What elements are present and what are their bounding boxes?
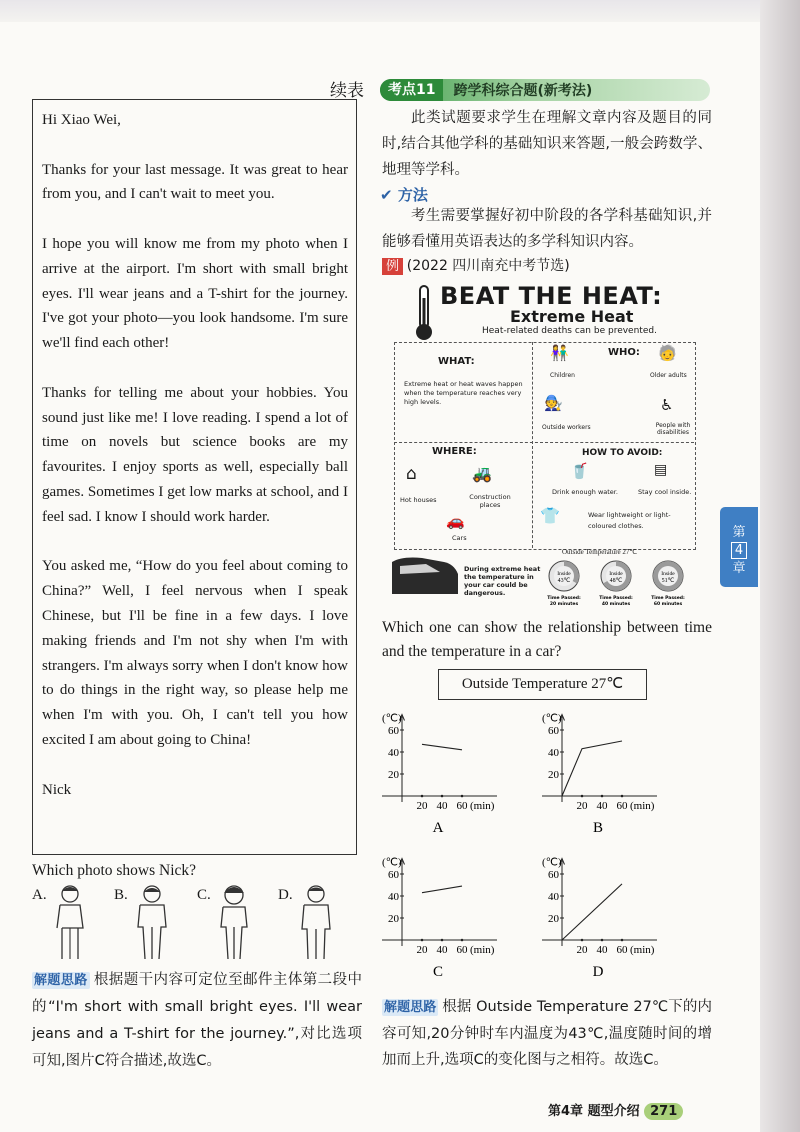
letter-paragraph-4: You asked me, “How do you feel about coming to China?” Well, I feel nervous when I speak Chinese, but I'll be fine in a few days. I love making friends and I'm not shy when I'm with strangers. I'm always sorry when I don't know how to do things in the right way, so please help me when I'm with you. Oh, I can't tell you how excited I am about going to China! <box>42 558 348 748</box>
who-item-outside-workers: Outside workers <box>542 424 591 431</box>
y-tick-label: 40 <box>388 891 399 903</box>
car-icon <box>392 554 460 602</box>
x-unit-label: (min) <box>630 944 655 956</box>
gauge-minutes-label: 40 minutes <box>601 602 631 607</box>
gauge-temp-label: 43℃ <box>557 578 571 584</box>
x-tick-label: 60 <box>456 800 468 812</box>
what-text: Extreme heat or heat waves happen when the temperature reaches very high levels. <box>404 380 523 406</box>
y-unit-label: (℃) <box>542 712 562 725</box>
person-d-icon <box>296 883 336 961</box>
ac-icon: ▤ <box>654 462 668 478</box>
tab-char-2: 4 <box>731 542 747 559</box>
gauge-minutes-label: 60 minutes <box>653 602 683 607</box>
poster-divider-v <box>532 342 533 548</box>
older-adult-icon: 🧓 <box>658 344 677 362</box>
children-icon: 👫 <box>550 344 569 362</box>
x-tick-label: 40 <box>436 800 448 812</box>
car-small-icon: 🚗 <box>446 512 465 530</box>
clothes-icon: 👕 <box>540 506 560 525</box>
continued-label: 续表 <box>330 81 364 100</box>
where-item-cars: Cars <box>452 534 467 542</box>
x-tick-label: 40 <box>596 800 608 812</box>
graph-a <box>382 713 497 837</box>
tab-char-3: 章 <box>732 561 746 576</box>
person-a-icon <box>50 883 90 961</box>
x-tick <box>461 795 464 798</box>
who-item-children: Children <box>550 372 575 379</box>
kaodian-title: 跨学科综合题(新考法) <box>453 83 593 99</box>
who-item-disabilities: People with disabilities <box>655 422 691 436</box>
footer-chapter: 第4章 <box>548 1104 584 1119</box>
graph-options <box>376 702 706 992</box>
x-tick <box>461 939 464 942</box>
y-tick-label: 60 <box>548 869 559 881</box>
what-label: WHAT: <box>438 356 475 367</box>
series-line-d <box>562 884 622 940</box>
graph-label-d: D <box>592 964 604 980</box>
analysis-2-tag: 解题思路 <box>384 1000 437 1015</box>
chapter-side-tab[interactable] <box>720 507 758 587</box>
example-source: (2022 四川南充中考节选) <box>406 258 570 274</box>
page-footer <box>548 1100 763 1122</box>
x-tick-label: 40 <box>436 944 448 956</box>
option-d-label: D. <box>278 887 293 903</box>
question-1: Which photo shows Nick? <box>32 862 197 879</box>
example-line <box>382 255 570 275</box>
y-tick-label: 20 <box>548 769 559 781</box>
car-text: During extreme heat the temperature in your car could be dangerous. <box>464 565 541 597</box>
graph-c <box>382 857 497 981</box>
x-tick-label: 20 <box>576 944 588 956</box>
x-unit-label: (min) <box>630 800 655 812</box>
x-tick-label: 20 <box>416 944 428 956</box>
analysis-1-tag: 解题思路 <box>34 973 88 988</box>
gauge-time-label: Time Passed: <box>547 596 581 601</box>
y-tick-label: 20 <box>388 769 399 781</box>
option-a-label: A. <box>32 887 47 903</box>
series-line-a <box>422 744 462 750</box>
y-tick-label: 60 <box>388 725 399 737</box>
option-b-label: B. <box>114 887 128 903</box>
analysis-2 <box>382 994 712 1073</box>
poster-tagline: Heat-related deaths can be prevented. <box>482 326 657 336</box>
gauge-inside-label: Inside <box>661 571 675 577</box>
avoid-item-drink: Drink enough water. <box>552 488 618 496</box>
option-c-label: C. <box>197 887 211 903</box>
graph-label-a: A <box>432 820 444 836</box>
x-tick <box>421 939 424 942</box>
person-b-icon <box>132 883 172 961</box>
x-tick <box>581 795 584 798</box>
x-tick <box>601 795 604 798</box>
x-tick <box>621 795 624 798</box>
x-tick-label: 20 <box>416 800 428 812</box>
y-tick-label: 40 <box>388 747 399 759</box>
heat-poster <box>392 280 697 610</box>
method-heading <box>380 184 428 205</box>
wheelchair-icon: ♿ <box>660 396 674 414</box>
kaodian-number: 考点11 <box>380 79 443 101</box>
gauge-minutes-label: 20 minutes <box>549 602 579 607</box>
gauge-inside-label: Inside <box>557 571 571 577</box>
x-unit-label: (min) <box>470 800 495 812</box>
x-tick <box>441 795 444 798</box>
letter-greeting: Hi Xiao Wei, <box>42 112 121 128</box>
drink-icon: 🥤 <box>570 462 589 480</box>
x-tick <box>441 939 444 942</box>
x-tick <box>621 939 624 942</box>
avoid-item-inside: Stay cool inside. <box>638 488 692 496</box>
letter-paragraph-1: Thanks for your last message. It was great to hear from you, and I can't wait to meet you. <box>42 161 348 203</box>
house-icon: ⌂ <box>406 464 417 484</box>
thermometer-icon <box>414 284 434 342</box>
x-tick-label: 40 <box>596 944 608 956</box>
y-unit-label: (℃) <box>382 856 402 869</box>
tab-char-1: 第 <box>732 525 746 540</box>
y-tick-label: 40 <box>548 747 559 759</box>
avoid-item-clothes: Wear lightweight or light-coloured clothes. <box>588 511 671 530</box>
temperature-gauges <box>542 556 697 612</box>
gauge-inside-label: Inside <box>609 571 623 577</box>
graph-title-box: Outside Temperature 27℃ <box>438 669 647 700</box>
poster-subtitle: Extreme Heat <box>510 307 634 326</box>
photo-options <box>32 887 362 967</box>
letter-paragraph-2: I hope you will know me from my photo when I arrive at the airport. I'm short with small bright eyes. I'll wear jeans and a T-shirt for the journey. I've got your photo—you look handsome. I'm sure we'll find each other! <box>42 235 348 352</box>
series-line-c <box>422 886 462 893</box>
y-tick-label: 60 <box>548 725 559 737</box>
who-item-older-adults: Older adults <box>650 372 687 379</box>
gauge-temp-label: 48℃ <box>609 578 623 584</box>
x-tick-label: 60 <box>616 944 628 956</box>
letter-signature: Nick <box>42 781 72 798</box>
y-tick-label: 20 <box>548 913 559 925</box>
kaodian-header <box>380 79 710 101</box>
method-label: 方法 <box>397 186 428 204</box>
x-tick-label: 60 <box>616 800 628 812</box>
worker-icon: 🧑‍🔧 <box>544 394 563 412</box>
y-unit-label: (℃) <box>542 856 562 869</box>
y-unit-label: (℃) <box>382 712 402 725</box>
poster-outside-temp: Outside Temperature 27℃ <box>562 548 638 556</box>
poster-divider-h <box>394 442 694 443</box>
x-tick-label: 60 <box>456 944 468 956</box>
graph-label-b: B <box>592 820 604 836</box>
method-text: 考生需要掌握好初中阶段的各学科基础知识,并能够看懂用英语表达的多学科知识内容。 <box>382 208 712 250</box>
question-2: Which one can show the relationship between time and the temperature in a car? <box>382 619 712 660</box>
intro-text: 此类试题要求学生在理解文章内容及题目的同时,结合其他学科的基础知识来答题,一般会跨数学、地理等学科。 <box>382 110 712 178</box>
graph-d <box>542 857 657 981</box>
analysis-1-text: 根据题干内容可定位至邮件主体第二段中的“I'm short with small bright eyes. I'll wear jeans and a T-shirt for the journey.”,对比选项可知,图片C符合描述,故选C。 <box>32 972 362 1069</box>
page-edge-shadow <box>760 0 800 1132</box>
y-tick-label: 60 <box>388 869 399 881</box>
avoid-label: HOW TO AVOID: <box>582 448 663 458</box>
footer-title: 题型介绍 <box>587 1104 640 1119</box>
letter-paragraph-3: Thanks for telling me about your hobbies. You sound just like me! I love reading. I spend a lot of time on novels but science books are my favourites. I enjoy sports as well, especially ball games. Sometimes I get low marks at school, and I feel sad. I know I should work harder. <box>42 384 348 525</box>
gauge-temp-label: 51℃ <box>661 578 675 584</box>
gauge-time-label: Time Passed: <box>651 596 685 601</box>
top-edge <box>0 0 800 22</box>
x-tick <box>601 939 604 942</box>
person-c-icon <box>214 883 254 961</box>
analysis-2-text: 根据 Outside Temperature 27℃下的内容可知,20分钟时车内温度为43℃,温度随时间的增加而上升,选项C的变化图与之相符。故选C。 <box>382 999 712 1068</box>
poster-title: BEAT THE HEAT: <box>440 282 663 310</box>
y-tick-label: 20 <box>388 913 399 925</box>
letter-box <box>32 99 357 855</box>
where-item-construction: Construction places <box>469 493 511 509</box>
gauge-time-label: Time Passed: <box>599 596 633 601</box>
where-item-hot-houses: Hot houses <box>400 496 437 504</box>
graph-b <box>542 713 657 837</box>
example-tag: 例 <box>382 258 403 275</box>
check-icon: ✔ <box>380 186 393 204</box>
x-tick <box>581 939 584 942</box>
y-tick-label: 40 <box>548 891 559 903</box>
excavator-icon: 🚜 <box>472 464 492 483</box>
page-number: 271 <box>644 1103 683 1120</box>
graph-label-c: C <box>432 964 444 980</box>
where-label: WHERE: <box>432 446 477 457</box>
who-label: WHO: <box>608 347 640 358</box>
series-line-b <box>562 741 622 796</box>
x-tick-label: 20 <box>576 800 588 812</box>
x-tick <box>421 795 424 798</box>
analysis-1 <box>32 967 362 1075</box>
x-unit-label: (min) <box>470 944 495 956</box>
